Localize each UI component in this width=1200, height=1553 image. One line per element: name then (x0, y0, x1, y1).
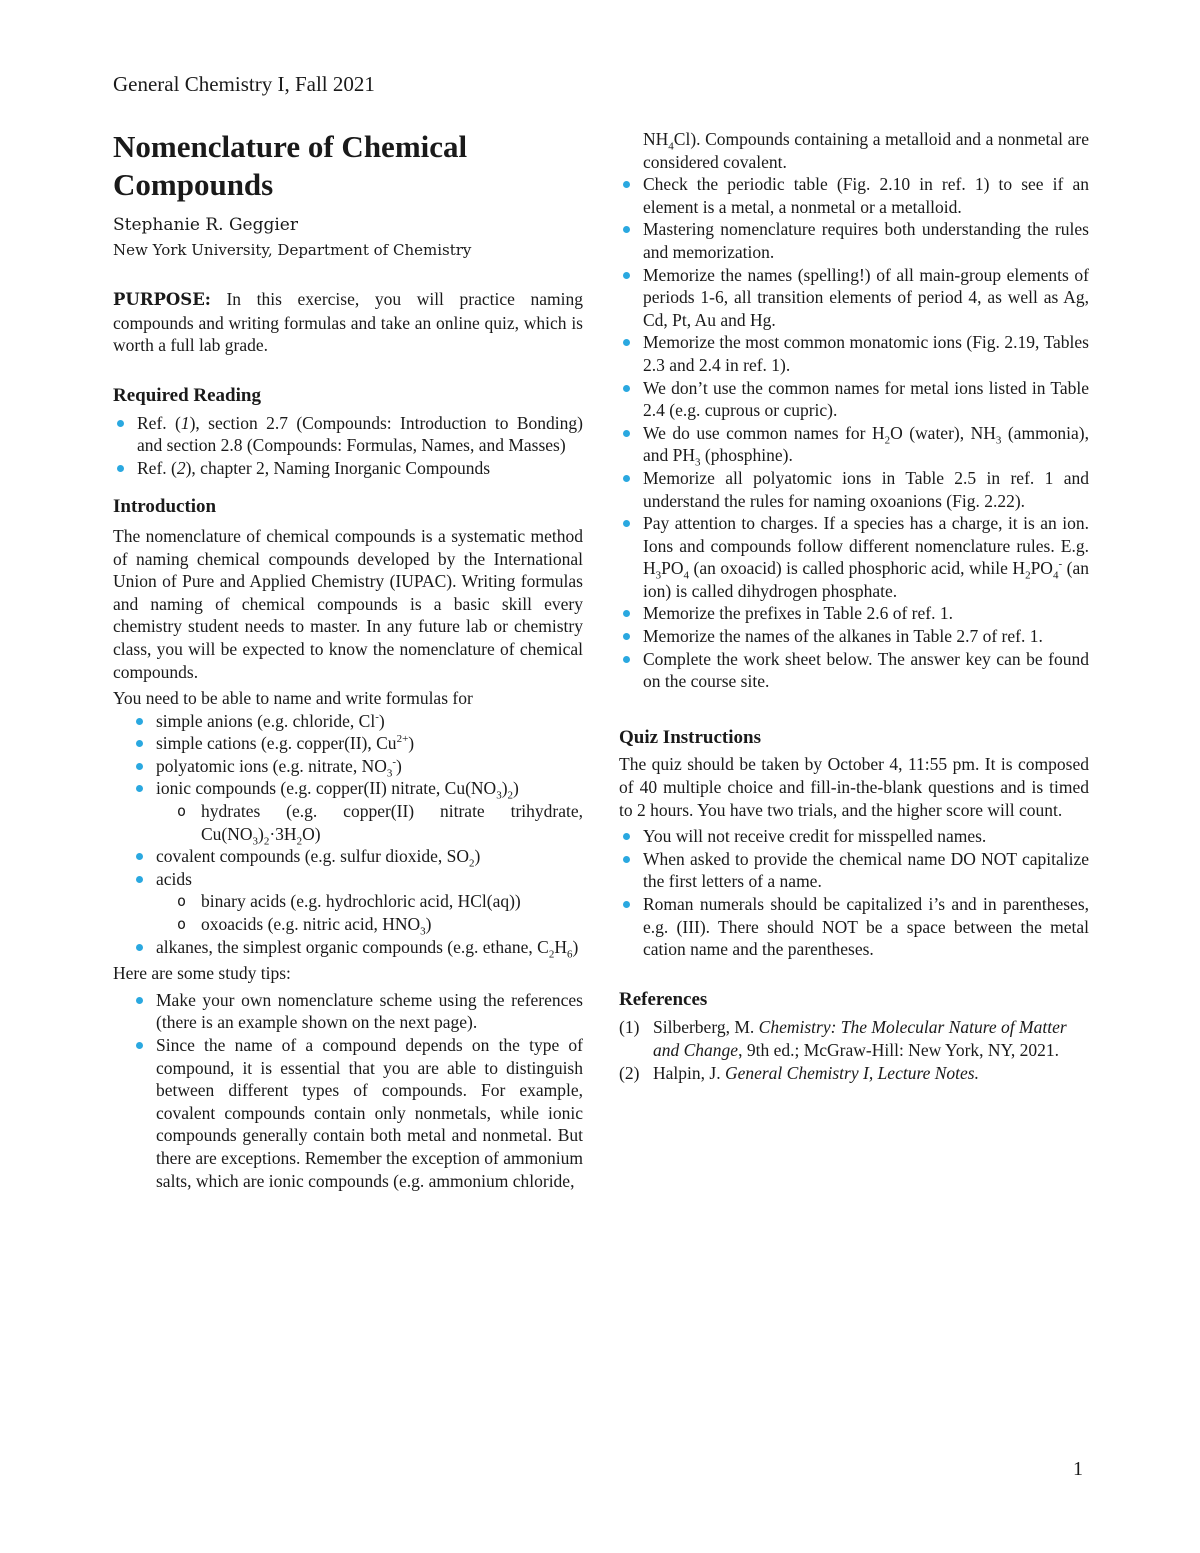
list-item: Roman numerals should be capitalized i’s and in parentheses, e.g. (III). There should NOT be a space between the metal cation name and the parentheses. (619, 893, 1089, 961)
list-item: o oxoacids (e.g. nitric acid, $HNO_3$) (177, 913, 583, 936)
introduction-paragraph: The nomenclature of chemical compounds is a systematic method of naming chemical compounds developed by the International Union of Pure and Applied Chemistry (IUPAC). Writing formulas and naming of chemical compounds is a basic skill every chemistry student needs to master. In any future lab or chemistry class, you will be expected to know the nomenclature of chemical compounds. (113, 525, 583, 682)
reference-item: (2) Halpin, J. General Chemistry I, Lecture Notes. (619, 1062, 979, 1083)
list-item: Memorize the prefixes in Table 2.6 of ref. 1. (619, 602, 1089, 625)
list-item: Memorize all polyatomic ions in Table 2.5 in ref. 1 and understand the rules for naming oxoanions (Fig. 2.22). (619, 467, 1089, 512)
author-name: Stephanie R. Geggier (113, 215, 298, 235)
right-column (619, 128, 1089, 1084)
list-item: Since the name of a compound depends on the type of compound, it is essential that you are able to distinguish between different types of compounds. For example, covalent compounds contain only nonmetals, while ionic compounds generally contain both metal and nonmetal. But there are exceptions. Remember the exception of ammonium salts, which are ionic compounds (e.g. ammonium chloride, (132, 1034, 583, 1192)
required-reading-heading: Required Reading (113, 384, 261, 406)
list-item: Check the periodic table (Fig. 2.10 in ref. 1) to see if an element is a metal, a nonmetal or a metalloid. (619, 173, 1089, 218)
list-item: acids o binary acids (e.g. hydrochloric acid, HCl(aq)) o oxoacids (e.g. nitric acid, $HNO_3$) (132, 868, 583, 936)
study-tips-list-continued (619, 128, 1089, 693)
introduction-heading: Introduction (113, 496, 217, 518)
list-item: covalent compounds (e.g. sulfur dioxide, $SO_2$) (132, 845, 583, 868)
list-item: When asked to provide the chemical name DO NOT capitalize the first letters of a name. (619, 848, 1089, 893)
list-item: We do use common names for $H_2O$ (water), $NH_3$ (ammonia), and $PH_3$ (phosphine). (619, 422, 1089, 467)
sublist (156, 890, 583, 938)
list-item: Pay attention to charges. If a species has a charge, it is an ion. Ions and compounds follow different nomenclature rules. E.g. $H_3PO_4$ (an oxoacid) is called phosphoric acid, while $H_2PO_4^-$ (an ion) is called dihydrogen phosphate. (619, 512, 1089, 602)
quiz-heading: Quiz Instructions (619, 726, 761, 748)
course-header: General Chemistry I, Fall 2021 (113, 72, 375, 96)
list-item: Ref. (2), chapter 2, Naming Inorganic Compounds (113, 457, 583, 480)
list-item-continued: $NH_4Cl$). Compounds containing a metalloid and a nonmetal are considered covalent. (643, 129, 1089, 172)
study-tips-list (113, 989, 583, 1192)
need-intro: You need to be able to name and write formulas for (113, 688, 473, 709)
purpose-label: PURPOSE: (113, 290, 211, 310)
sublist (156, 800, 583, 848)
list-item: o binary acids (e.g. hydrochloric acid, HCl(aq)) (177, 890, 583, 913)
quiz-paragraph: The quiz should be taken by October 4, 11:55 pm. It is composed of 40 multiple choice and fill-in-the-blank questions and is timed to 2 hours. You have two trials, and the higher score will count. (619, 754, 1089, 820)
list-item: simple anions (e.g. chloride, Cl-) (132, 710, 583, 733)
list-item: We don’t use the common names for metal ions listed in Table 2.4 (e.g. cuprous or cupric). (619, 377, 1089, 422)
list-item: Memorize the names of the alkanes in Table 2.7 of ref. 1. (619, 625, 1089, 648)
list-item: Ref. (1), section 2.7 (Compounds: Introduction to Bonding) and section 2.8 (Compounds: Formulas, Names, and Masses) (113, 412, 583, 457)
left-column (113, 128, 583, 1192)
list-item: ionic compounds (e.g. copper(II) nitrate, $Cu(NO_3)_2$) o hydrates (e.g. copper(II) nitrate trihydrate, $Cu(NO_3)_2\cdot 3H_2O$) (132, 777, 583, 845)
references-list (619, 1016, 1089, 1084)
list-item: Complete the work sheet below. The answer key can be found on the course site. (619, 648, 1089, 693)
list-item: polyatomic ions (e.g. nitrate, $NO_3^-$) (132, 755, 583, 778)
list-item: Make your own nomenclature scheme using the references (there is an example shown on the next page). (132, 989, 583, 1034)
author-affiliation: New York University, Department of Chemistry (113, 240, 472, 259)
list-item: simple cations (e.g. copper(II), $Cu^{2+}$) (132, 732, 583, 755)
document-title: Nomenclature of Chemical Compounds (113, 129, 468, 202)
list-item: o hydrates (e.g. copper(II) nitrate trihydrate, $Cu(NO_3)_2\cdot 3H_2O$) (177, 800, 583, 845)
references-heading: References (619, 988, 708, 1010)
reference-item: (1) Silberberg, M. Chemistry: The Molecular Nature of Matter and Change, 9th ed.; McGraw-Hill: New York, NY, 2021. (619, 1017, 1067, 1060)
tips-intro: Here are some study tips: (113, 963, 291, 984)
page-number: 1 (1073, 1458, 1083, 1480)
list-item: Mastering nomenclature requires both understanding the rules and memorization. (619, 218, 1089, 263)
formula-list (113, 710, 583, 959)
list-item: Memorize the names (spelling!) of all main-group elements of periods 1-6, all transition elements of period 4, as well as Ag, Cd, Pt, Au and Hg. (619, 264, 1089, 332)
list-item: alkanes, the simplest organic compounds (e.g. ethane, $C_2H_6$) (132, 936, 583, 959)
quiz-list (619, 825, 1089, 961)
list-item: Memorize the most common monatomic ions (Fig. 2.19, Tables 2.3 and 2.4 in ref. 1). (619, 331, 1089, 376)
list-item: You will not receive credit for misspelled names. (619, 825, 1089, 848)
purpose-paragraph: PURPOSE: In this exercise, you will practice naming compounds and writing formulas and take an online quiz, which is worth a full lab grade. (113, 289, 583, 356)
required-reading-list (113, 412, 583, 480)
